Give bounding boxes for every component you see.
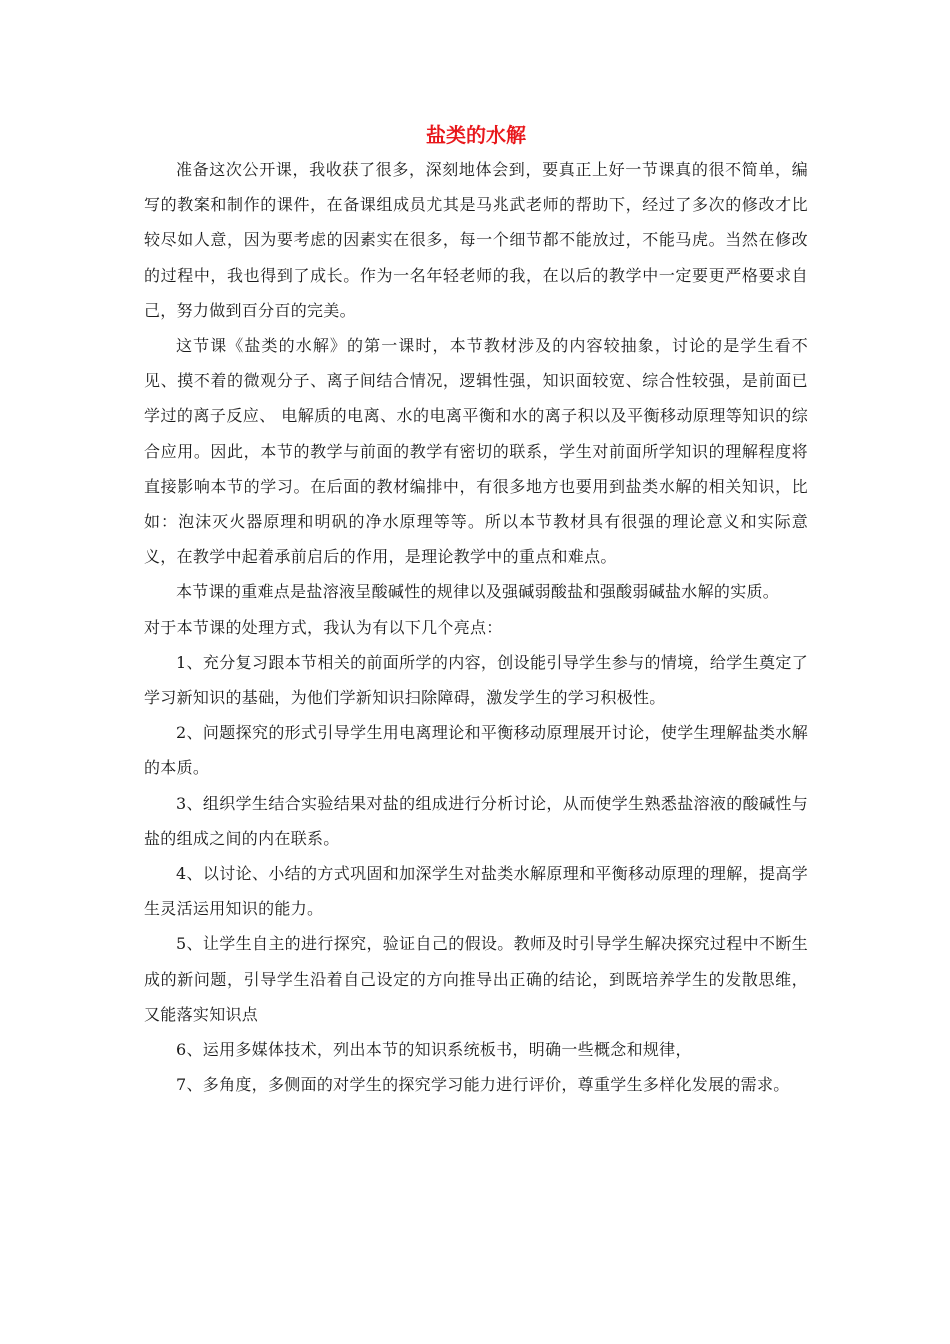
document-page [144, 118, 808, 1102]
list-item-highlight-6: 6、运用多媒体技术，列出本节的知识系统板书，明确一些概念和规律， [176, 1040, 692, 1060]
list-item-highlight-1: 1、充分复习跟本节相关的前面所学的内容，创设能引导学生参与的情境，给学生奠定了学习新知识的基础，为他们学新知识扫除障碍，激发学生的学习积极性。 [144, 652, 808, 708]
paragraph-reflection: 准备这次公开课，我收获了很多，深刻地体会到，要真正上好一节课真的很不简单，编写的教案和制作的课件，在备课组成员尤其是马兆武老师的帮助下，经过了多次的修改才比较尽如人意，因为要考虑的因素实在很多，每一个细节都不能放过，不能马虎。当然在修改的过程中，我也得到了成长。作为一名年轻老师的我，在以后的教学中一定要更严格要求自己，努力做到百分百的完美。 [144, 160, 808, 320]
paragraph-key-points: 本节课的重难点是盐溶液呈酸碱性的规律以及强碱弱酸盐和强酸弱碱盐水解的实质。 [176, 582, 780, 602]
document-title: 盐类的水解 [426, 123, 526, 147]
list-item-highlight-3: 3、组织学生结合实验结果对盐的组成进行分析讨论，从而使学生熟悉盐溶液的酸碱性与盐的组成之间的内在联系。 [144, 793, 808, 848]
list-item-highlight-4: 4、以讨论、小结的方式巩固和加深学生对盐类水解原理和平衡移动原理的理解，提高学生灵活运用知识的能力。 [144, 864, 808, 919]
list-item-highlight-2: 2、问题探究的形式引导学生用电离理论和平衡移动原理展开讨论，使学生理解盐类水解的本质。 [144, 723, 808, 778]
paragraph-lesson-analysis: 这节课《盐类的水解》的第一课时，本节教材涉及的内容较抽象，讨论的是学生看不见、摸不着的微观分子、离子间结合情况，逻辑性强，知识面较宽、综合性较强，是前面已学过的离子反应、 电解质的电离、水的电离平衡和水的离子积以及平衡移动原理等知识的综合应用。因此，本节的教学与前面的教学有密切的联系，学生对前面所学知识的理解程度将直接影响本节的学习。在后面的教材编排中，有很多地方也要用到盐类水解的相关知识，比如：泡沫灭火器原理和明矾的净水原理等等。所以本节教材具有很强的理论意义和实际意义，在教学中起着承前启后的作用，是理论教学中的重点和难点。 [144, 336, 808, 567]
paragraph-highlights-intro: 对于本节课的处理方式，我认为有以下几个亮点： [144, 617, 503, 637]
list-item-highlight-5: 5、让学生自主的进行探究，验证自己的假设。教师及时引导学生解决探究过程中不断生成的新问题，引导学生沿着自己设定的方向推导出正确的结论，到既培养学生的发散思维，又能落实知识点 [144, 934, 808, 1024]
list-item-highlight-7: 7、多角度，多侧面的对学生的探究学习能力进行评价，尊重学生多样化发展的需求。 [176, 1075, 790, 1095]
